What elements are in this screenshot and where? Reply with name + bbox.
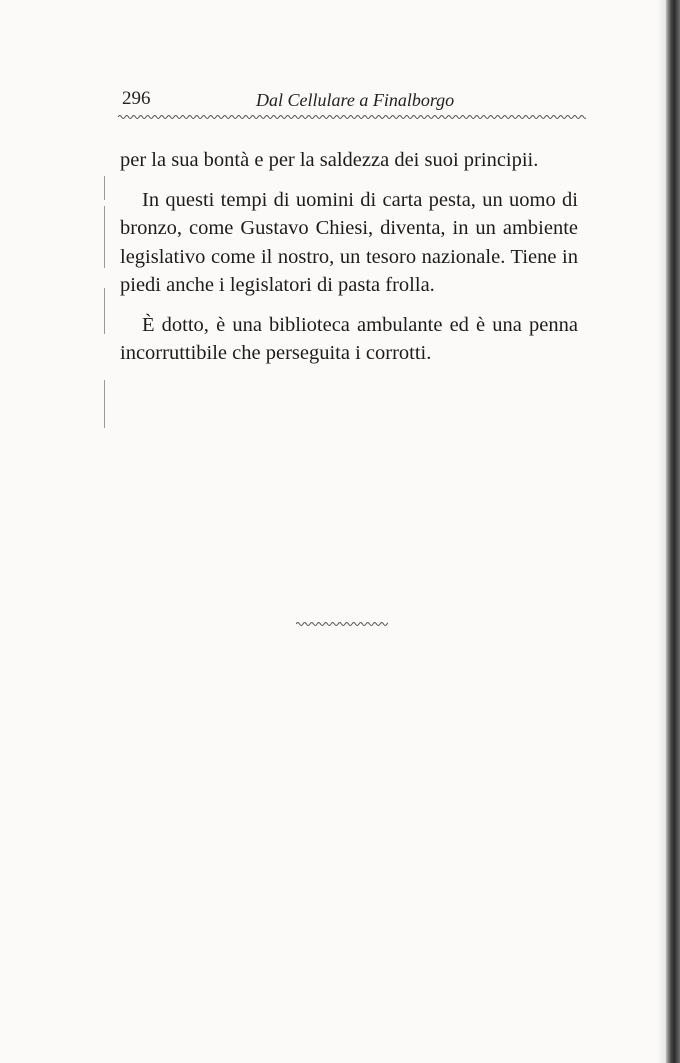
end-tailpiece-ornament [296,618,388,630]
margin-mark [104,380,105,428]
paragraph: In questi tempi di uomini di carta pesta, un uomo di bronzo, come Gustavo Chiesi, diventa, in un ambiente legislativo come il nostro, un tesoro nazionale. Tiene in piedi anche i legislatori di pasta frolla. [120,188,578,296]
page-gutter-shadow [658,0,666,1063]
page-number: 296 [122,88,151,109]
margin-mark [104,206,105,268]
book-spine-edge [666,0,680,1063]
header-wavy-rule [118,112,586,122]
paragraph: È dotto, è una biblioteca ambulante ed è una penna incorruttibile che perseguita i corrotti. [120,313,578,364]
running-title: Dal Cellulare a Finalborgo [256,90,455,110]
margin-mark [104,288,105,334]
paragraph: per la sua bontà e per la saldezza dei suoi principii. [120,149,539,171]
margin-mark [104,176,105,200]
body-text [120,146,578,379]
running-head [122,88,582,112]
